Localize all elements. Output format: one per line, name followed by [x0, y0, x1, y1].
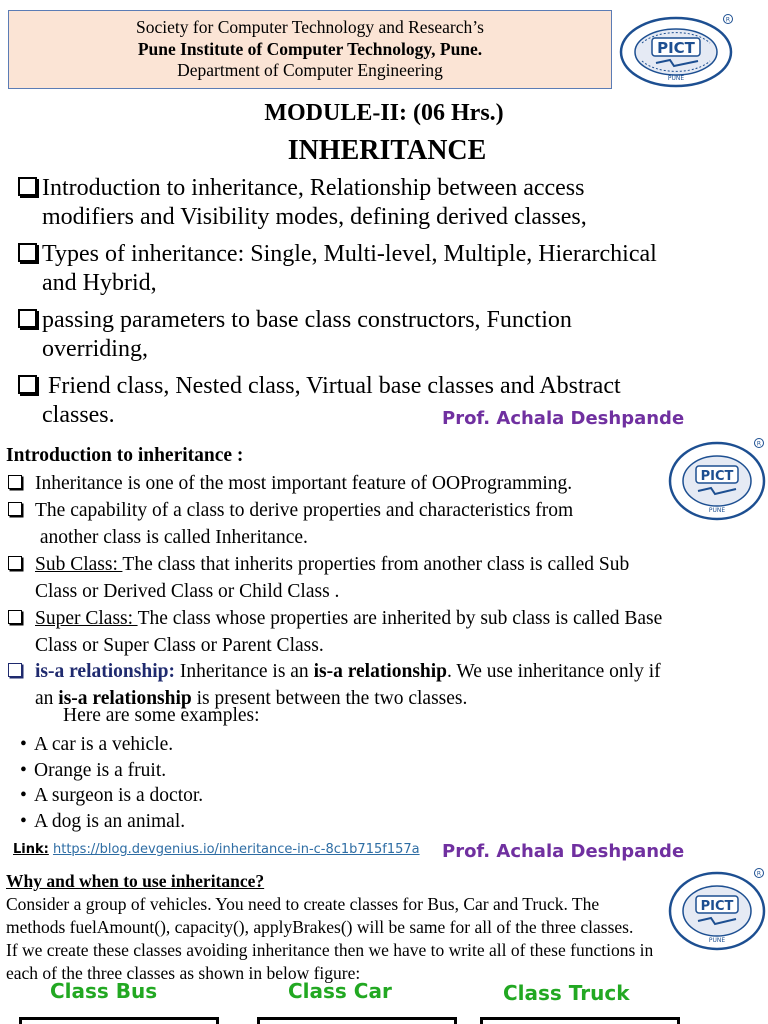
bullet-text: The class whose properties are inherited by sub class is called Base [137, 608, 663, 629]
logo-text: PICT [657, 39, 695, 57]
logo-ring-bottom: PUNE [667, 75, 685, 82]
bullet-text: is present between the two classes. [191, 687, 468, 709]
why-line: each of the three classes as shown in below figure: [6, 963, 361, 983]
examples-list [20, 732, 203, 834]
bullet-dot: • [20, 810, 27, 832]
example-text: A dog is an animal. [34, 810, 186, 832]
bullet-text: another class is called Inheritance. [35, 526, 308, 548]
checkbox-bullet-icon [8, 556, 22, 570]
class-truck-label: Class Truck [503, 981, 630, 1005]
intro-bullet [8, 606, 760, 659]
why-line: methods fuelAmount(), capacity(), applyBrakes() will be same for all of the three classes. [6, 917, 634, 937]
list-item [20, 758, 203, 784]
toc-line: modifiers and Visibility modes, defining derived classes, [42, 203, 587, 230]
checkbox-bullet-icon [8, 663, 22, 677]
toc-item [18, 306, 758, 363]
registered-mark: R [756, 440, 762, 448]
module-title: MODULE-II: (06 Hrs.) [264, 100, 504, 126]
institute-header [8, 10, 612, 89]
checkbox-bullet-icon [18, 243, 37, 262]
toc-line: passing parameters to base class constructors, Function [42, 307, 572, 333]
class-car-label: Class Car [288, 979, 392, 1003]
why-title: Why and when to use inheritance? [6, 871, 265, 891]
example-text: Orange is a fruit. [34, 759, 167, 781]
bullet-text: Inheritance is one of the most important feature of OOProgramming. [35, 473, 573, 494]
bullet-text: an [35, 687, 59, 709]
class-bus-label: Class Bus [50, 979, 158, 1003]
toc-line: classes. [42, 401, 115, 428]
bullet-text: Class or Derived Class or Child Class . [35, 580, 340, 602]
bullet-text: The class that inherits properties from another class is called Sub [122, 554, 630, 575]
toc-line: Introduction to inheritance, Relationship between access [42, 175, 585, 201]
bullet-text: Inheritance is an [174, 661, 314, 682]
logo-text: PICT [700, 899, 734, 914]
checkbox-bullet-icon [18, 375, 37, 394]
checkbox-bullet-icon [18, 309, 37, 328]
bullet-text: The capability of a class to derive properties and characteristics from [35, 500, 574, 521]
registered-mark: R [725, 16, 731, 24]
sub-class-label: Sub Class: [35, 554, 123, 575]
prof-name: Prof. Achala Deshpande [442, 408, 685, 429]
isa-label: is-a relationship: [35, 661, 175, 682]
class-bus-box [19, 1017, 219, 1024]
bullet-dot: • [20, 785, 27, 806]
list-item [20, 809, 203, 835]
examples-intro: Here are some examples: [63, 705, 260, 726]
pict-logo-icon [618, 13, 738, 89]
intro-bullet [8, 552, 760, 605]
logo-ring-bottom: PUNE [708, 937, 726, 944]
bullet-dot: • [20, 759, 27, 781]
bullet-dot: • [20, 734, 27, 755]
example-text: A car is a vehicle. [34, 734, 174, 755]
checkbox-bullet-icon [8, 610, 22, 624]
logo-text: PICT [700, 469, 734, 484]
super-class-label: Super Class: [35, 608, 138, 629]
topic-title: INHERITANCE [287, 135, 487, 166]
why-line: If we create these classes avoiding inheritance then we have to write all of these functions in [6, 940, 654, 960]
toc-item [18, 174, 758, 231]
reference-url-link[interactable]: https://blog.devgenius.io/inheritance-in-c-8c1b715f157a [52, 842, 420, 857]
checkbox-bullet-icon [18, 177, 37, 196]
link-label: Link: [13, 842, 49, 857]
toc-line: Friend class, Nested class, Virtual base classes and Abstract [42, 373, 621, 399]
checkbox-bullet-icon [8, 475, 22, 489]
example-text: A surgeon is a doctor. [34, 785, 204, 806]
toc-line: Types of inheritance: Single, Multi-level, Multiple, Hierarchical [42, 241, 657, 267]
class-car-box [257, 1017, 457, 1024]
bullet-text: . We use inheritance only if [447, 661, 661, 682]
institute-name: Pune Institute of Computer Technology, Pune. [137, 38, 483, 59]
bullet-bold: is-a relationship [58, 687, 192, 709]
list-item [20, 783, 203, 809]
why-paragraph [6, 893, 762, 985]
society-name: Society for Computer Technology and Research’s [136, 17, 484, 37]
toc-line: and Hybrid, [42, 269, 157, 296]
intro-bullet [8, 498, 760, 551]
intro-bullet [8, 471, 760, 498]
intro-title: Introduction to inheritance : [6, 445, 244, 466]
logo-ring-bottom: PUNE [708, 507, 726, 514]
department-name: Department of Computer Engineering [177, 60, 443, 80]
class-truck-box [480, 1017, 680, 1024]
why-line: Consider a group of vehicles. You need to create classes for Bus, Car and Truck. The [6, 894, 600, 914]
list-item [20, 732, 203, 758]
toc-line: overriding, [42, 335, 148, 362]
prof-name: Prof. Achala Deshpande [442, 841, 685, 862]
toc-item [18, 240, 758, 297]
bullet-bold: is-a relationship [313, 661, 448, 682]
checkbox-bullet-icon [8, 502, 22, 516]
bullet-text: Class or Super Class or Parent Class. [35, 634, 324, 656]
registered-mark: R [756, 870, 762, 878]
reference-link [13, 842, 420, 857]
